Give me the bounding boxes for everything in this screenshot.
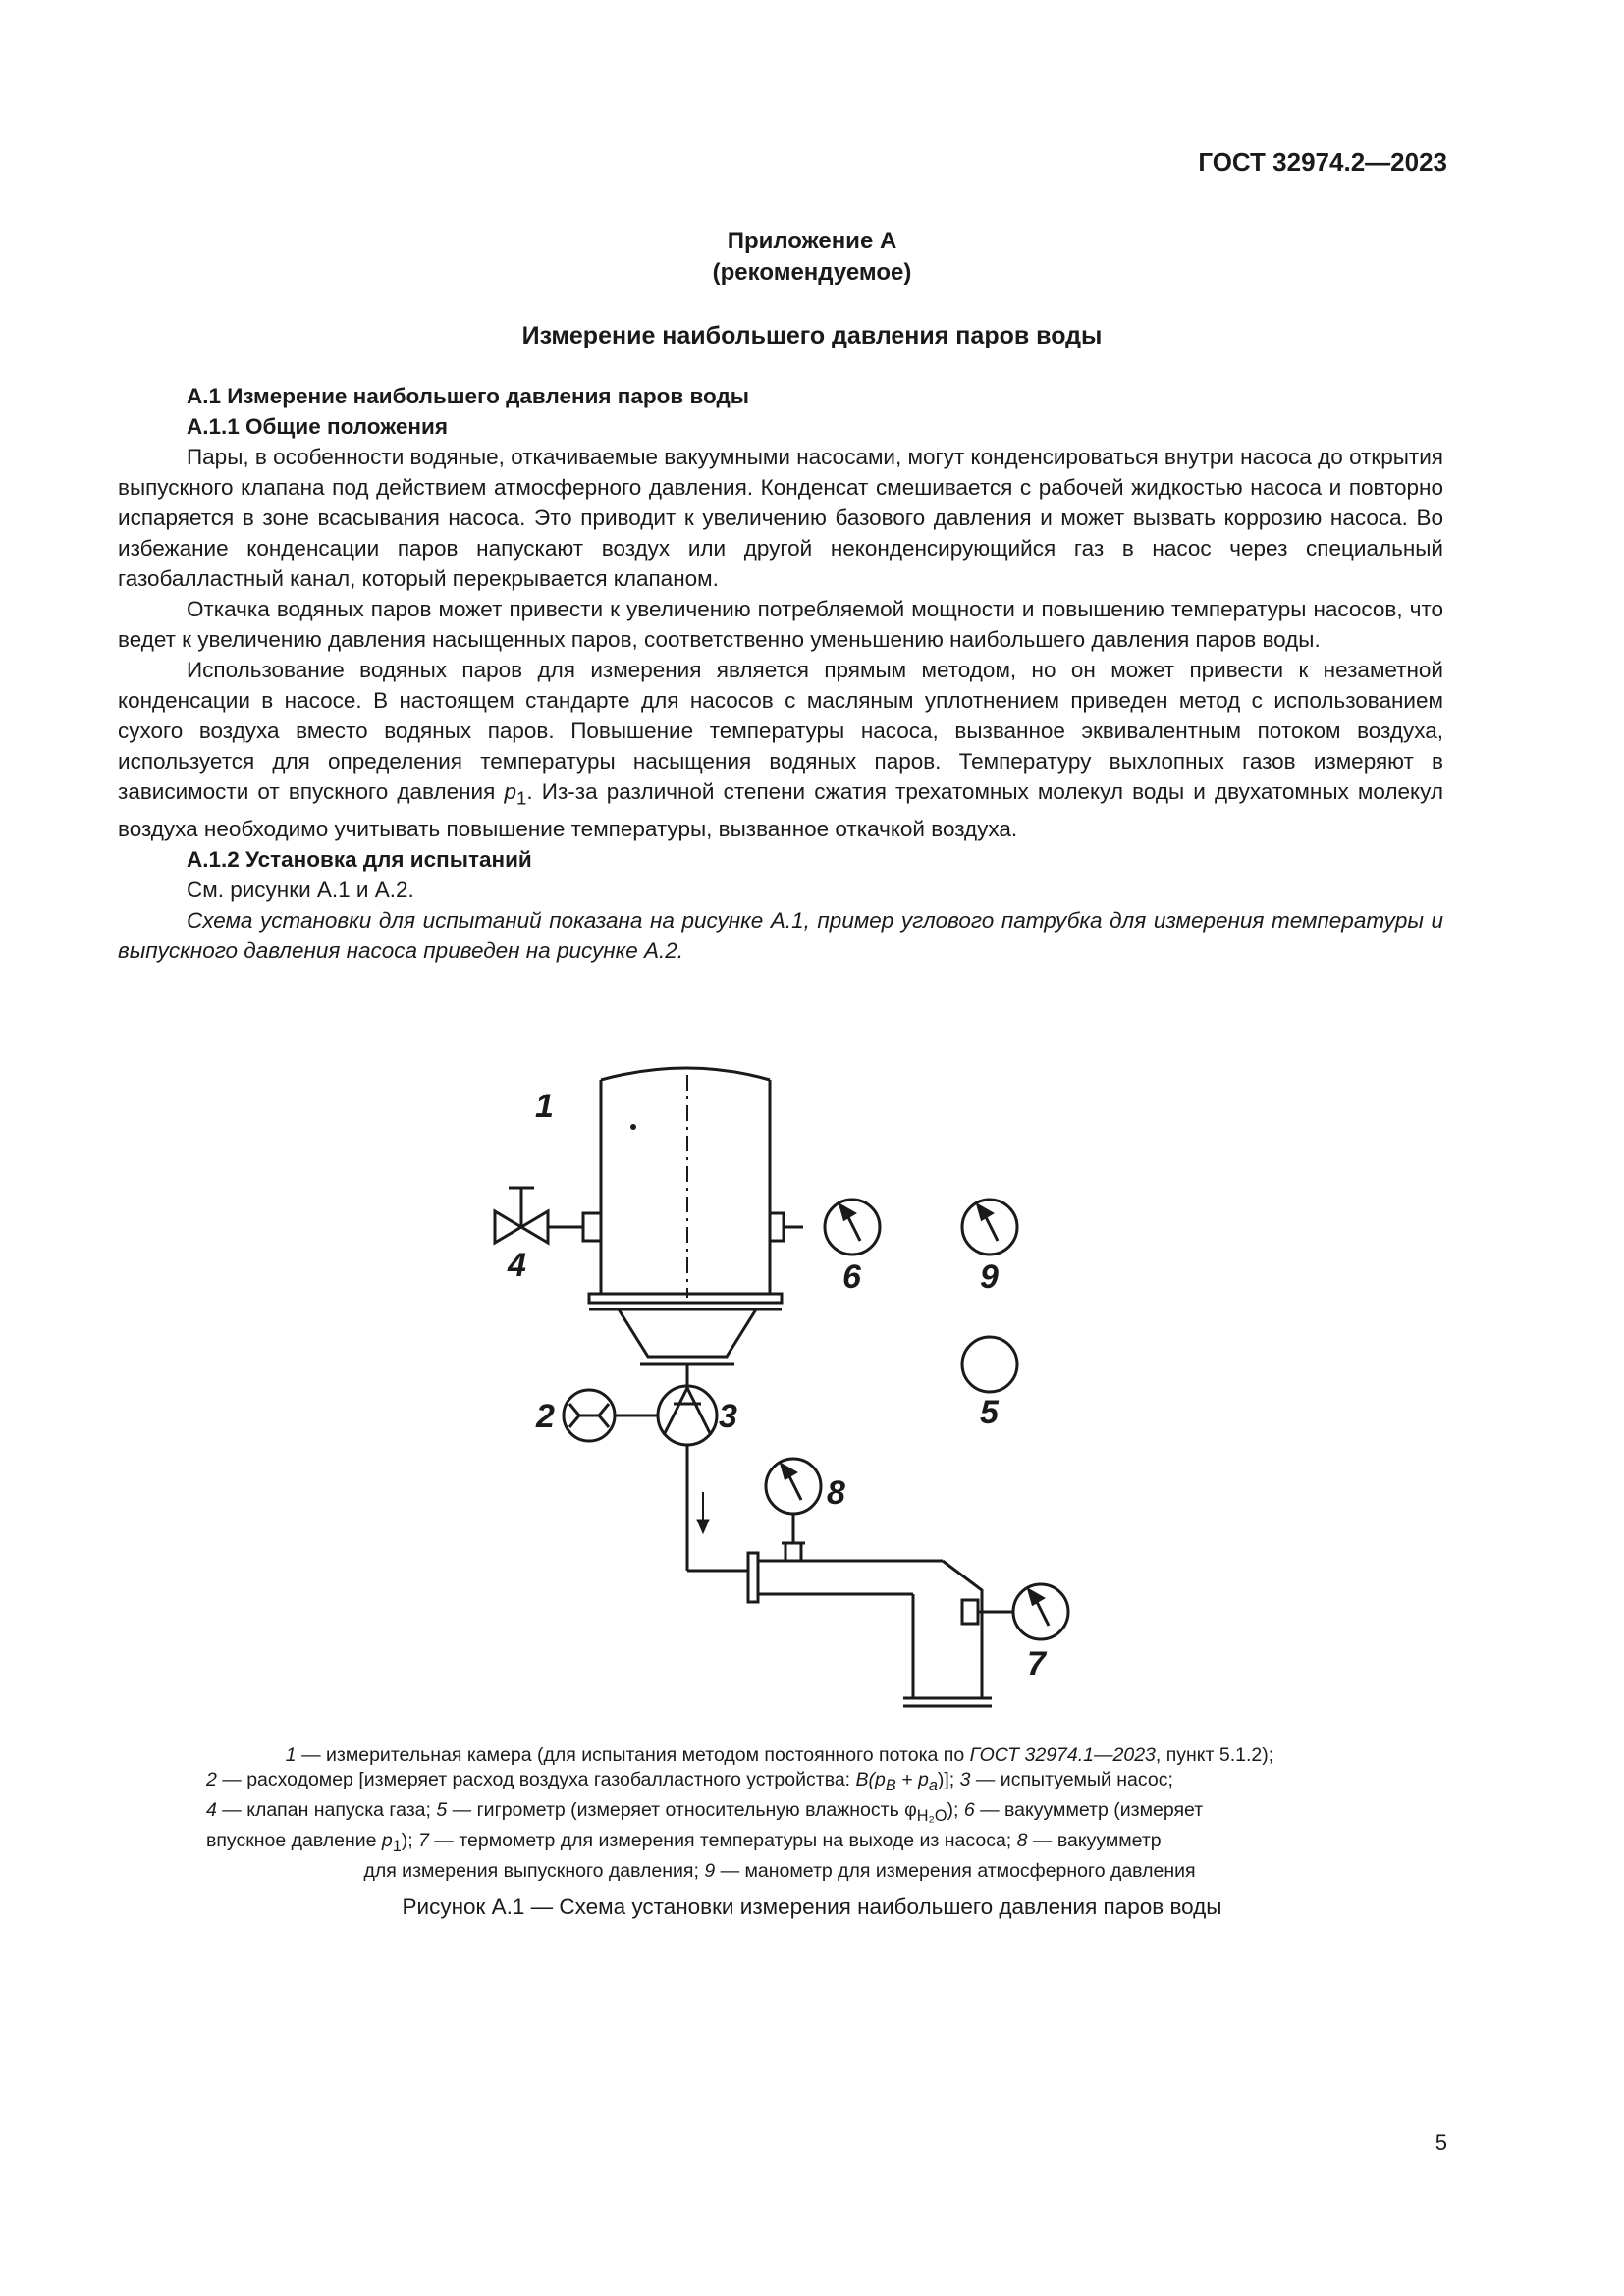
paragraph-5: Схема установки для испытаний показана на рисунке А.1, пример углового патрубка для измерения температуры и выпускного давления насоса приведен на рисунке А.2. <box>118 907 1443 963</box>
label-8: 8 <box>827 1474 845 1512</box>
label-2: 2 <box>536 1398 555 1435</box>
heading-a11: А.1.1 Общие положения <box>187 414 448 439</box>
thermometer-7 <box>962 1584 1068 1639</box>
measuring-chamber <box>589 1068 782 1364</box>
label-7: 7 <box>1027 1645 1046 1682</box>
section-title: Измерение наибольшего давления паров воды <box>521 322 1103 349</box>
test-pump-3 <box>658 1386 717 1445</box>
paragraph-4: См. рисунки А.1 и А.2. <box>187 877 414 902</box>
appendix-title: Приложение А <box>727 228 897 254</box>
heading-a1: А.1 Измерение наибольшего давления паров воды <box>187 384 749 408</box>
standard-number: ГОСТ 32974.2—2023 <box>1198 147 1447 177</box>
figure-caption: Рисунок А.1 — Схема установки измерения наибольшего давления паров воды <box>402 1895 1222 1919</box>
label-4: 4 <box>508 1247 526 1284</box>
hygrometer-5 <box>962 1337 1017 1392</box>
paragraph-3-part-a: Использование водяных паров для измерения является прямым методом, но он может привести к незаметной конденсации в насосе. В настоящем стандарте для насосов с масляным уплотнением приведен метод с использованием сухого воздуха вместо водяных паров. Повышение температуры насоса, вызванное эквивалентным потоком воздуха, используется для определения температуры насыщения водяных паров. Температуру выхлопных газов измеряют в зависимости от впускного давления <box>118 658 1443 804</box>
legend-line-4: впускное давление $p_1$); 7 — термометр для измерения температуры на выходе из насоса; 8 — вакуумметр <box>206 1829 1162 1855</box>
legend-line-1: 1 — измерительная камера (для испытания методом постоянного потока по ГОСТ 32974.1—2023, пункт 5.1.2); <box>285 1744 1274 1766</box>
legend-line-3: 4 — клапан напуска газа; 5 — гигрометр (измеряет относительную влажность $\varphi_{H_2O}$); 6 — вакуумметр (измеряет <box>206 1798 1204 1825</box>
label-6: 6 <box>842 1258 861 1296</box>
legend-line-5: для измерения выпускного давления; 9 — манометр для измерения атмосферного давления <box>363 1859 1196 1882</box>
p1-subscript: 1 <box>515 787 527 809</box>
paragraph-3-part-b: . Из-за различной степени сжатия трехатомных молекул воды и двухатомных молекул воздуха необходимо учитывать повышение температуры, вызванное откачкой воздуха. <box>118 779 1443 841</box>
paragraph-1: Пары, в особенности водяные, откачиваемые вакуумными насосами, могут конденсироваться внутри насоса до открытия выпускного клапана под действием атмосферного давления. Конденсат смешивается с рабочей жидкостью насоса и повторно испаряется в зоне всасывания насоса. Это приводит к увеличению базового давления и может вызвать коррозию насоса. Во избежание конденсации паров напускают воздух или другой неконденсирующийся газ в насос через специальный газобалластный канал, который перекрывается клапаном. <box>118 445 1443 591</box>
manometer-9 <box>962 1200 1017 1255</box>
p1-variable: p <box>504 779 516 804</box>
paragraph-2: Откачка водяных паров может привести к увеличению потребляемой мощности и повышению температуры насосов, что ведет к увеличению давления насыщенных паров, соответственно уменьшению наибольшего давления паров воды. <box>118 597 1443 652</box>
heading-a12: А.1.2 Установка для испытаний <box>187 846 532 872</box>
label-1: 1 <box>535 1088 554 1125</box>
exhaust-elbow <box>748 1553 992 1706</box>
appendix-subtitle: (рекомендуемое) <box>712 259 912 286</box>
label-3: 3 <box>719 1398 737 1435</box>
legend-line-2: 2 — расходомер [измеряет расход воздуха газобалластного устройства: $B(p_B + p_a)$]; 3 — испытуемый насос; <box>206 1769 1173 1794</box>
vacuum-gauge-8 <box>766 1459 821 1561</box>
label-5: 5 <box>980 1394 999 1431</box>
flowmeter-2 <box>564 1390 658 1441</box>
gas-inlet-valve-4 <box>495 1188 601 1243</box>
label-9: 9 <box>980 1258 999 1296</box>
vacuum-gauge-6 <box>770 1200 880 1255</box>
page-number: 5 <box>1435 2130 1447 2155</box>
figure-legend <box>206 1743 1353 1884</box>
